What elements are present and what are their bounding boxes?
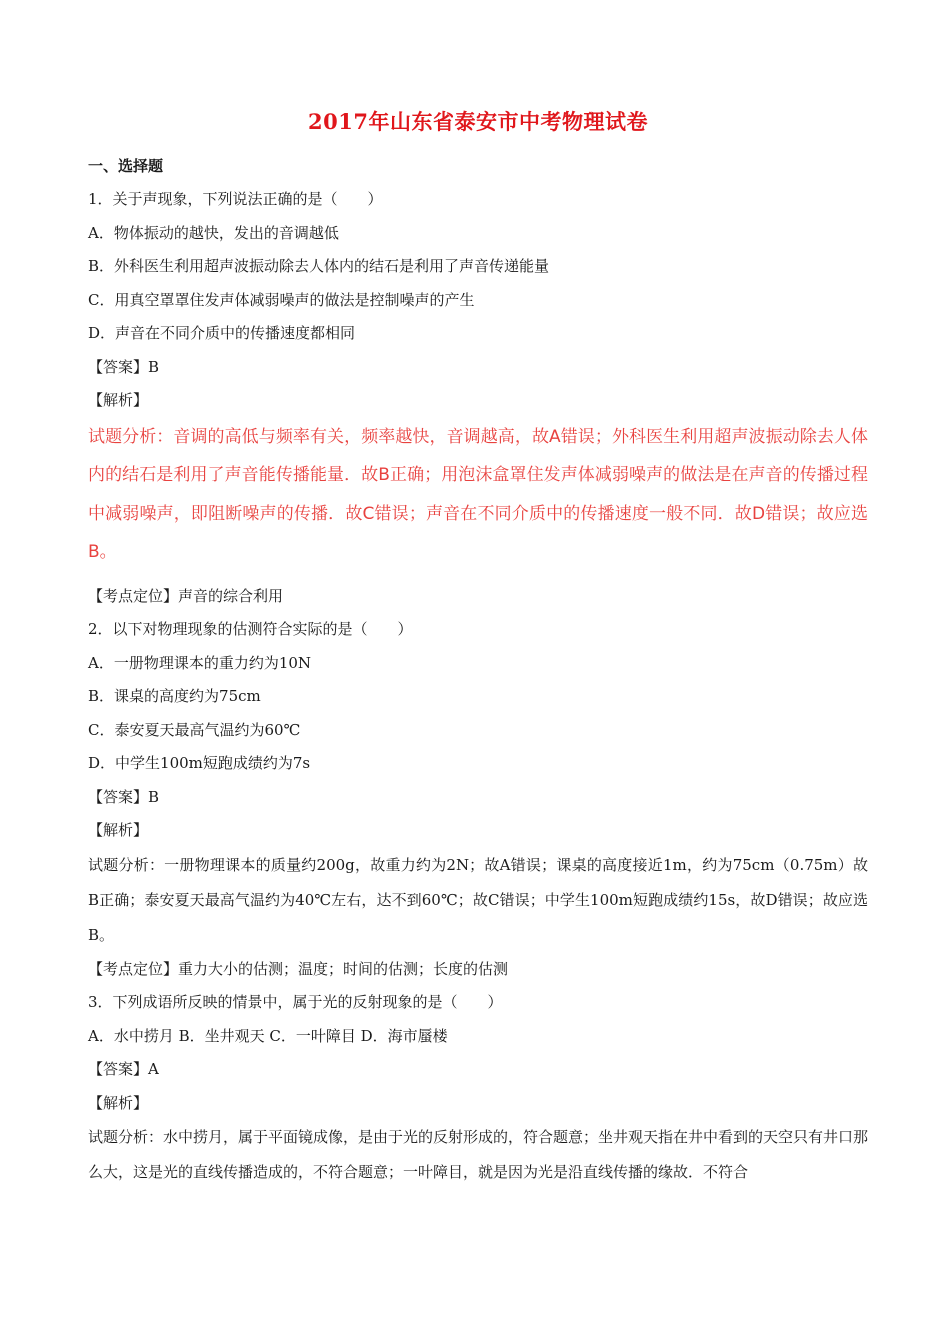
question-1 xyxy=(88,183,868,613)
document-title: 2017年山东省泰安市中考物理试卷 xyxy=(308,109,648,134)
option-a: A．一册物理课本的重力约为10N xyxy=(88,653,312,672)
question-2 xyxy=(88,613,868,986)
question-3 xyxy=(88,986,868,1190)
analysis-label: 【解析】 xyxy=(88,1093,149,1112)
analysis-text: 试题分析：水中捞月，属于平面镜成像，是由于光的反射形成的，符合题意；坐井观天指在井中看到的天空只有井口那么大，这是光的直线传播造成的，不符合题意；一叶障目，就是因为光是沿直线传播的缘故．不符合 xyxy=(88,1128,869,1181)
options-line: A．水中捞月 B．坐井观天 C．一叶障目 D．海市蜃楼 xyxy=(88,1026,448,1045)
question-stem: 2．以下对物理现象的估测符合实际的是（ ） xyxy=(88,620,413,638)
option-d: D．中学生100m短跑成绩约为7s xyxy=(88,754,311,772)
option-b: B．外科医生利用超声波振动除去人体内的结石是利用了声音传递能量 xyxy=(88,257,550,275)
analysis-text: 试题分析：音调的高低与频率有关，频率越快，音调越高，故A错误；外科医生利用超声波振动除去人体内的结石是利用了声音能传播能量．故B正确；用泡沫盒罩住发声体减弱噪声的做法是在声音的传播过程中减弱噪声，即阻断噪声的传播．故C错误；声音在不同介质中的传播速度一般不同．故D错误；故应选B。 xyxy=(88,426,868,562)
answer: 【答案】A xyxy=(88,1060,159,1078)
analysis-text: 试题分析：一册物理课本的质量约200g，故重力约为2N；故A错误；课桌的高度接近1m，约为75cm（0.75m）故B正确；泰安夏天最高气温约为40℃左右，达不到60℃；故C错误；中学生100m短跑成绩约15s，故D错误；故应选B。 xyxy=(88,855,868,944)
answer: 【答案】B xyxy=(88,787,160,806)
answer: 【答案】B xyxy=(88,357,160,376)
option-c: C．用真空罩罩住发声体减弱噪声的做法是控制噪声的产生 xyxy=(88,290,475,309)
knowledge-point: 【考点定位】重力大小的估测；温度；时间的估测；长度的估测 xyxy=(88,959,509,978)
document-page xyxy=(88,108,868,1190)
option-c: C．泰安夏天最高气温约为60℃ xyxy=(88,720,301,739)
knowledge-point: 【考点定位】声音的综合利用 xyxy=(88,586,284,605)
question-stem: 3．下列成语所反映的情景中，属于光的反射现象的是（ ） xyxy=(88,993,503,1011)
analysis-label: 【解析】 xyxy=(88,821,149,839)
question-stem: 1．关于声现象，下列说法正确的是（ ） xyxy=(88,190,383,208)
section-heading: 一、选择题 xyxy=(88,157,164,175)
option-d: D．声音在不同介质中的传播速度都相同 xyxy=(88,324,356,342)
analysis-label: 【解析】 xyxy=(88,391,149,409)
option-b: B．课桌的高度约为75cm xyxy=(88,687,261,705)
option-a: A．物体振动的越快，发出的音调越低 xyxy=(88,223,339,242)
